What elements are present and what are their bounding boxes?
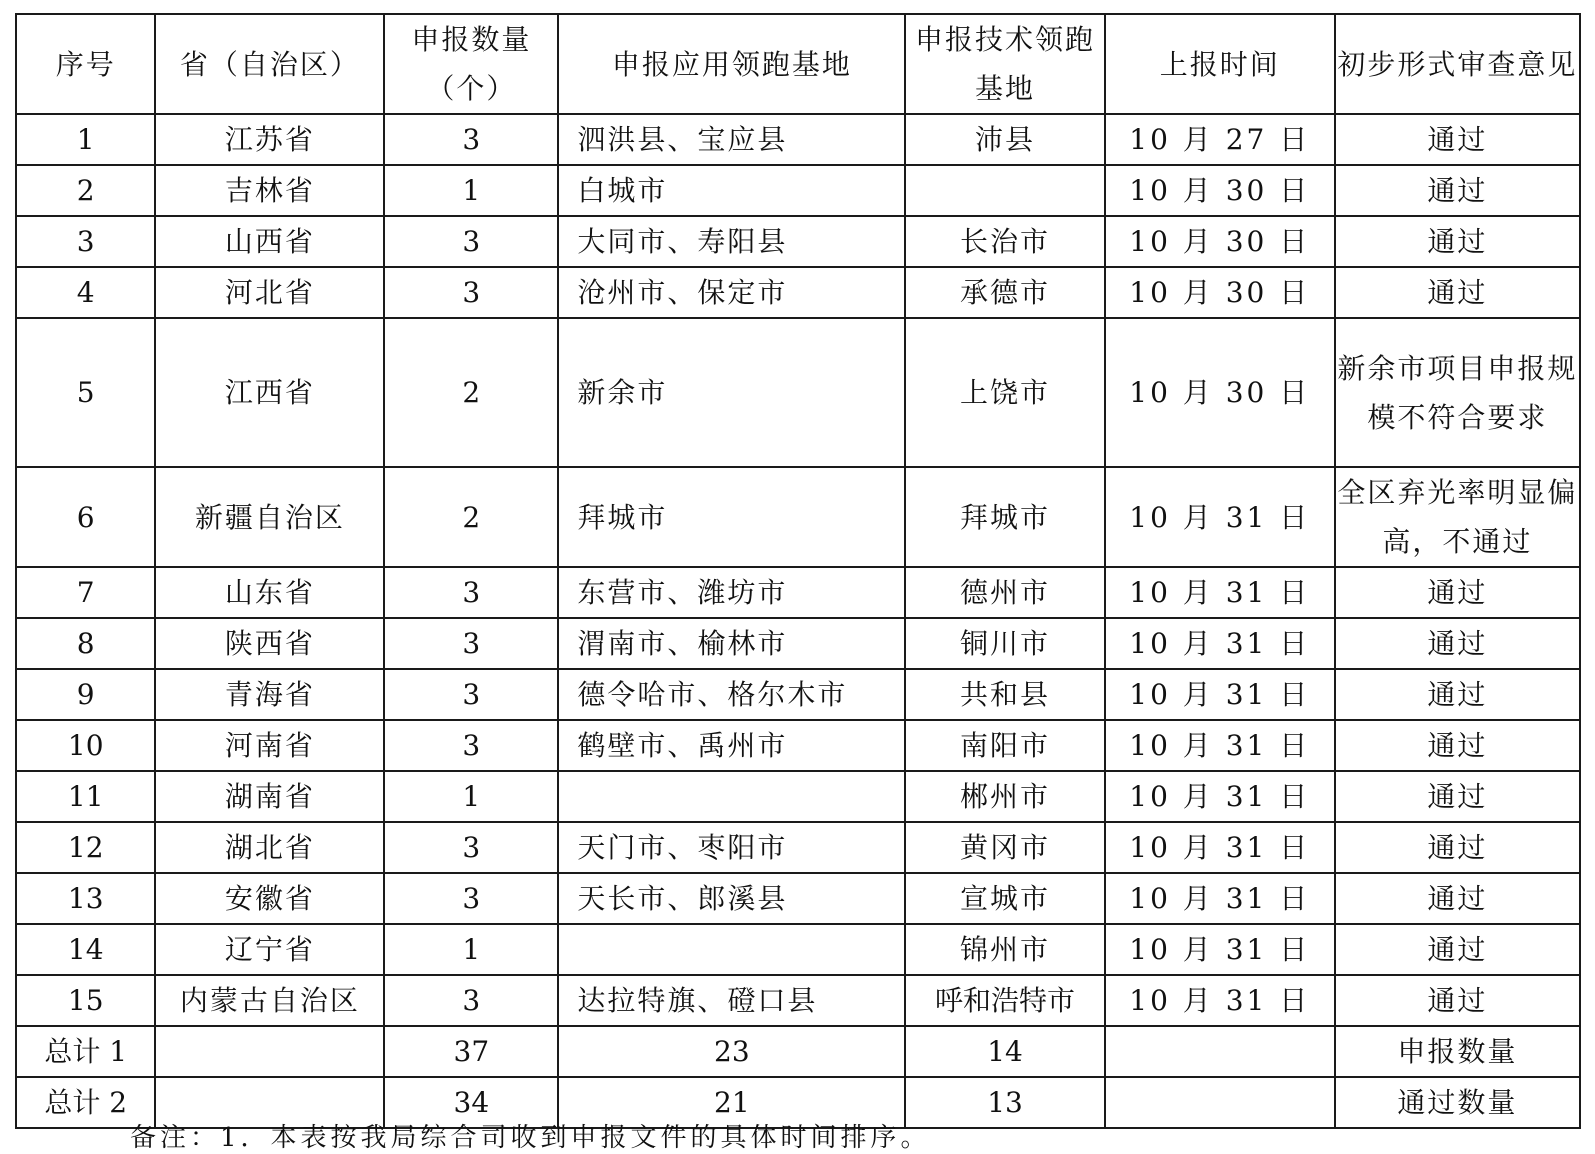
total-count: 37: [384, 1026, 558, 1077]
cell-date: 10 月 31 日: [1105, 822, 1335, 873]
total-note: 通过数量: [1335, 1077, 1580, 1128]
cell-count: 3: [384, 822, 558, 873]
total-row: [16, 1026, 1580, 1077]
cell-no: 14: [16, 924, 155, 975]
table-row: [16, 924, 1580, 975]
header-no: 序号: [16, 14, 155, 114]
table-row: [16, 873, 1580, 924]
total-empty: [1105, 1026, 1335, 1077]
cell-technology-base: 锦州市: [905, 924, 1104, 975]
cell-opinion: 通过: [1335, 924, 1580, 975]
cell-province: 河北省: [155, 267, 384, 318]
cell-application-base: 沧州市、保定市: [558, 267, 905, 318]
cell-count: 3: [384, 216, 558, 267]
cell-count: 3: [384, 114, 558, 165]
cell-province: 青海省: [155, 669, 384, 720]
cell-no: 9: [16, 669, 155, 720]
cell-technology-base: 沛县: [905, 114, 1104, 165]
cell-technology-base: 黄冈市: [905, 822, 1104, 873]
cell-no: 11: [16, 771, 155, 822]
table-body: [16, 114, 1580, 1128]
cell-province: 内蒙古自治区: [155, 975, 384, 1026]
table-row: [16, 618, 1580, 669]
table-row: [16, 165, 1580, 216]
cell-technology-base: 呼和浩特市: [905, 975, 1104, 1026]
cell-province: 河南省: [155, 720, 384, 771]
cell-opinion: 通过: [1335, 216, 1580, 267]
cell-date: 10 月 30 日: [1105, 267, 1335, 318]
header-opinion: 初步形式审查意见: [1335, 14, 1580, 114]
cell-application-base: 鹤壁市、禹州市: [558, 720, 905, 771]
cell-count: 3: [384, 975, 558, 1026]
total-note: 申报数量: [1335, 1026, 1580, 1077]
total-label: 总计 2: [16, 1077, 155, 1128]
cell-no: 2: [16, 165, 155, 216]
cell-opinion: 通过: [1335, 267, 1580, 318]
cell-province: 陕西省: [155, 618, 384, 669]
cell-date: 10 月 31 日: [1105, 669, 1335, 720]
cell-province: 湖北省: [155, 822, 384, 873]
cell-count: 1: [384, 924, 558, 975]
cell-count: 3: [384, 720, 558, 771]
cell-count: 3: [384, 618, 558, 669]
cell-date: 10 月 31 日: [1105, 975, 1335, 1026]
total-application: 21: [558, 1077, 905, 1128]
cell-no: 5: [16, 318, 155, 467]
cell-date: 10 月 27 日: [1105, 114, 1335, 165]
table-row: [16, 669, 1580, 720]
cell-province: 辽宁省: [155, 924, 384, 975]
cell-application-base: [558, 771, 905, 822]
table-row: [16, 771, 1580, 822]
cell-count: 2: [384, 467, 558, 567]
cell-opinion: 通过: [1335, 873, 1580, 924]
cell-province: 江西省: [155, 318, 384, 467]
cell-date: 10 月 31 日: [1105, 924, 1335, 975]
cell-count: 1: [384, 165, 558, 216]
cell-no: 12: [16, 822, 155, 873]
cell-province: 山西省: [155, 216, 384, 267]
cell-opinion: 通过: [1335, 669, 1580, 720]
cell-no: 10: [16, 720, 155, 771]
cell-opinion: 通过: [1335, 618, 1580, 669]
cell-count: 1: [384, 771, 558, 822]
table-row: [16, 720, 1580, 771]
header-date: 上报时间: [1105, 14, 1335, 114]
table-header: [16, 14, 1580, 114]
total-technology: 13: [905, 1077, 1104, 1128]
cell-count: 3: [384, 267, 558, 318]
header-technology-base: 申报技术领跑基地: [905, 14, 1104, 114]
cell-date: 10 月 30 日: [1105, 216, 1335, 267]
table-row: [16, 467, 1580, 567]
header-province: 省（自治区）: [155, 14, 384, 114]
cell-no: 4: [16, 267, 155, 318]
cell-technology-base: 郴州市: [905, 771, 1104, 822]
cell-date: 10 月 31 日: [1105, 720, 1335, 771]
total-empty: [155, 1026, 384, 1077]
cell-technology-base: 宣城市: [905, 873, 1104, 924]
footnote: 备注：1．本表按我局综合司收到申报文件的具体时间排序。: [130, 1123, 931, 1153]
cell-count: 2: [384, 318, 558, 467]
cell-opinion: 通过: [1335, 114, 1580, 165]
cell-application-base: 德令哈市、格尔木市: [558, 669, 905, 720]
cell-province: 安徽省: [155, 873, 384, 924]
cell-opinion: 通过: [1335, 822, 1580, 873]
total-label: 总计 1: [16, 1026, 155, 1077]
cell-no: 15: [16, 975, 155, 1026]
cell-technology-base: 拜城市: [905, 467, 1104, 567]
cell-technology-base: 铜川市: [905, 618, 1104, 669]
table-row: [16, 216, 1580, 267]
cell-application-base: 天长市、郎溪县: [558, 873, 905, 924]
cell-date: 10 月 31 日: [1105, 618, 1335, 669]
total-application: 23: [558, 1026, 905, 1077]
table-row: [16, 318, 1580, 467]
table-row: [16, 975, 1580, 1026]
cell-no: 1: [16, 114, 155, 165]
cell-date: 10 月 31 日: [1105, 771, 1335, 822]
header-count: 申报数量（个）: [384, 14, 558, 114]
table-row: [16, 567, 1580, 618]
report-table: [15, 13, 1581, 1129]
cell-province: 新疆自治区: [155, 467, 384, 567]
cell-opinion: 全区弃光率明显偏高，不通过: [1335, 467, 1580, 567]
cell-no: 7: [16, 567, 155, 618]
cell-opinion: 新余市项目申报规模不符合要求: [1335, 318, 1580, 467]
cell-province: 山东省: [155, 567, 384, 618]
cell-application-base: 新余市: [558, 318, 905, 467]
cell-date: 10 月 31 日: [1105, 873, 1335, 924]
cell-application-base: 白城市: [558, 165, 905, 216]
cell-application-base: 拜城市: [558, 467, 905, 567]
cell-application-base: [558, 924, 905, 975]
cell-application-base: 达拉特旗、磴口县: [558, 975, 905, 1026]
cell-date: 10 月 31 日: [1105, 467, 1335, 567]
cell-province: 湖南省: [155, 771, 384, 822]
cell-application-base: 天门市、枣阳市: [558, 822, 905, 873]
cell-province: 江苏省: [155, 114, 384, 165]
cell-no: 6: [16, 467, 155, 567]
cell-technology-base: 承德市: [905, 267, 1104, 318]
cell-opinion: 通过: [1335, 771, 1580, 822]
cell-opinion: 通过: [1335, 720, 1580, 771]
cell-date: 10 月 31 日: [1105, 567, 1335, 618]
cell-application-base: 东营市、潍坊市: [558, 567, 905, 618]
total-count: 34: [384, 1077, 558, 1128]
cell-application-base: 渭南市、榆林市: [558, 618, 905, 669]
cell-count: 3: [384, 669, 558, 720]
cell-no: 3: [16, 216, 155, 267]
cell-count: 3: [384, 873, 558, 924]
cell-no: 8: [16, 618, 155, 669]
cell-opinion: 通过: [1335, 165, 1580, 216]
total-empty: [1105, 1077, 1335, 1128]
cell-application-base: 大同市、寿阳县: [558, 216, 905, 267]
cell-province: 吉林省: [155, 165, 384, 216]
cell-count: 3: [384, 567, 558, 618]
cell-opinion: 通过: [1335, 567, 1580, 618]
total-technology: 14: [905, 1026, 1104, 1077]
cell-technology-base: 长治市: [905, 216, 1104, 267]
table-row: [16, 822, 1580, 873]
cell-technology-base: 上饶市: [905, 318, 1104, 467]
cell-opinion: 通过: [1335, 975, 1580, 1026]
table-row: [16, 114, 1580, 165]
cell-technology-base: 共和县: [905, 669, 1104, 720]
table-row: [16, 267, 1580, 318]
cell-date: 10 月 30 日: [1105, 318, 1335, 467]
cell-technology-base: 德州市: [905, 567, 1104, 618]
cell-technology-base: [905, 165, 1104, 216]
cell-technology-base: 南阳市: [905, 720, 1104, 771]
cell-no: 13: [16, 873, 155, 924]
header-application-base: 申报应用领跑基地: [558, 14, 905, 114]
cell-date: 10 月 30 日: [1105, 165, 1335, 216]
header-row: [16, 14, 1580, 114]
cell-application-base: 泗洪县、宝应县: [558, 114, 905, 165]
